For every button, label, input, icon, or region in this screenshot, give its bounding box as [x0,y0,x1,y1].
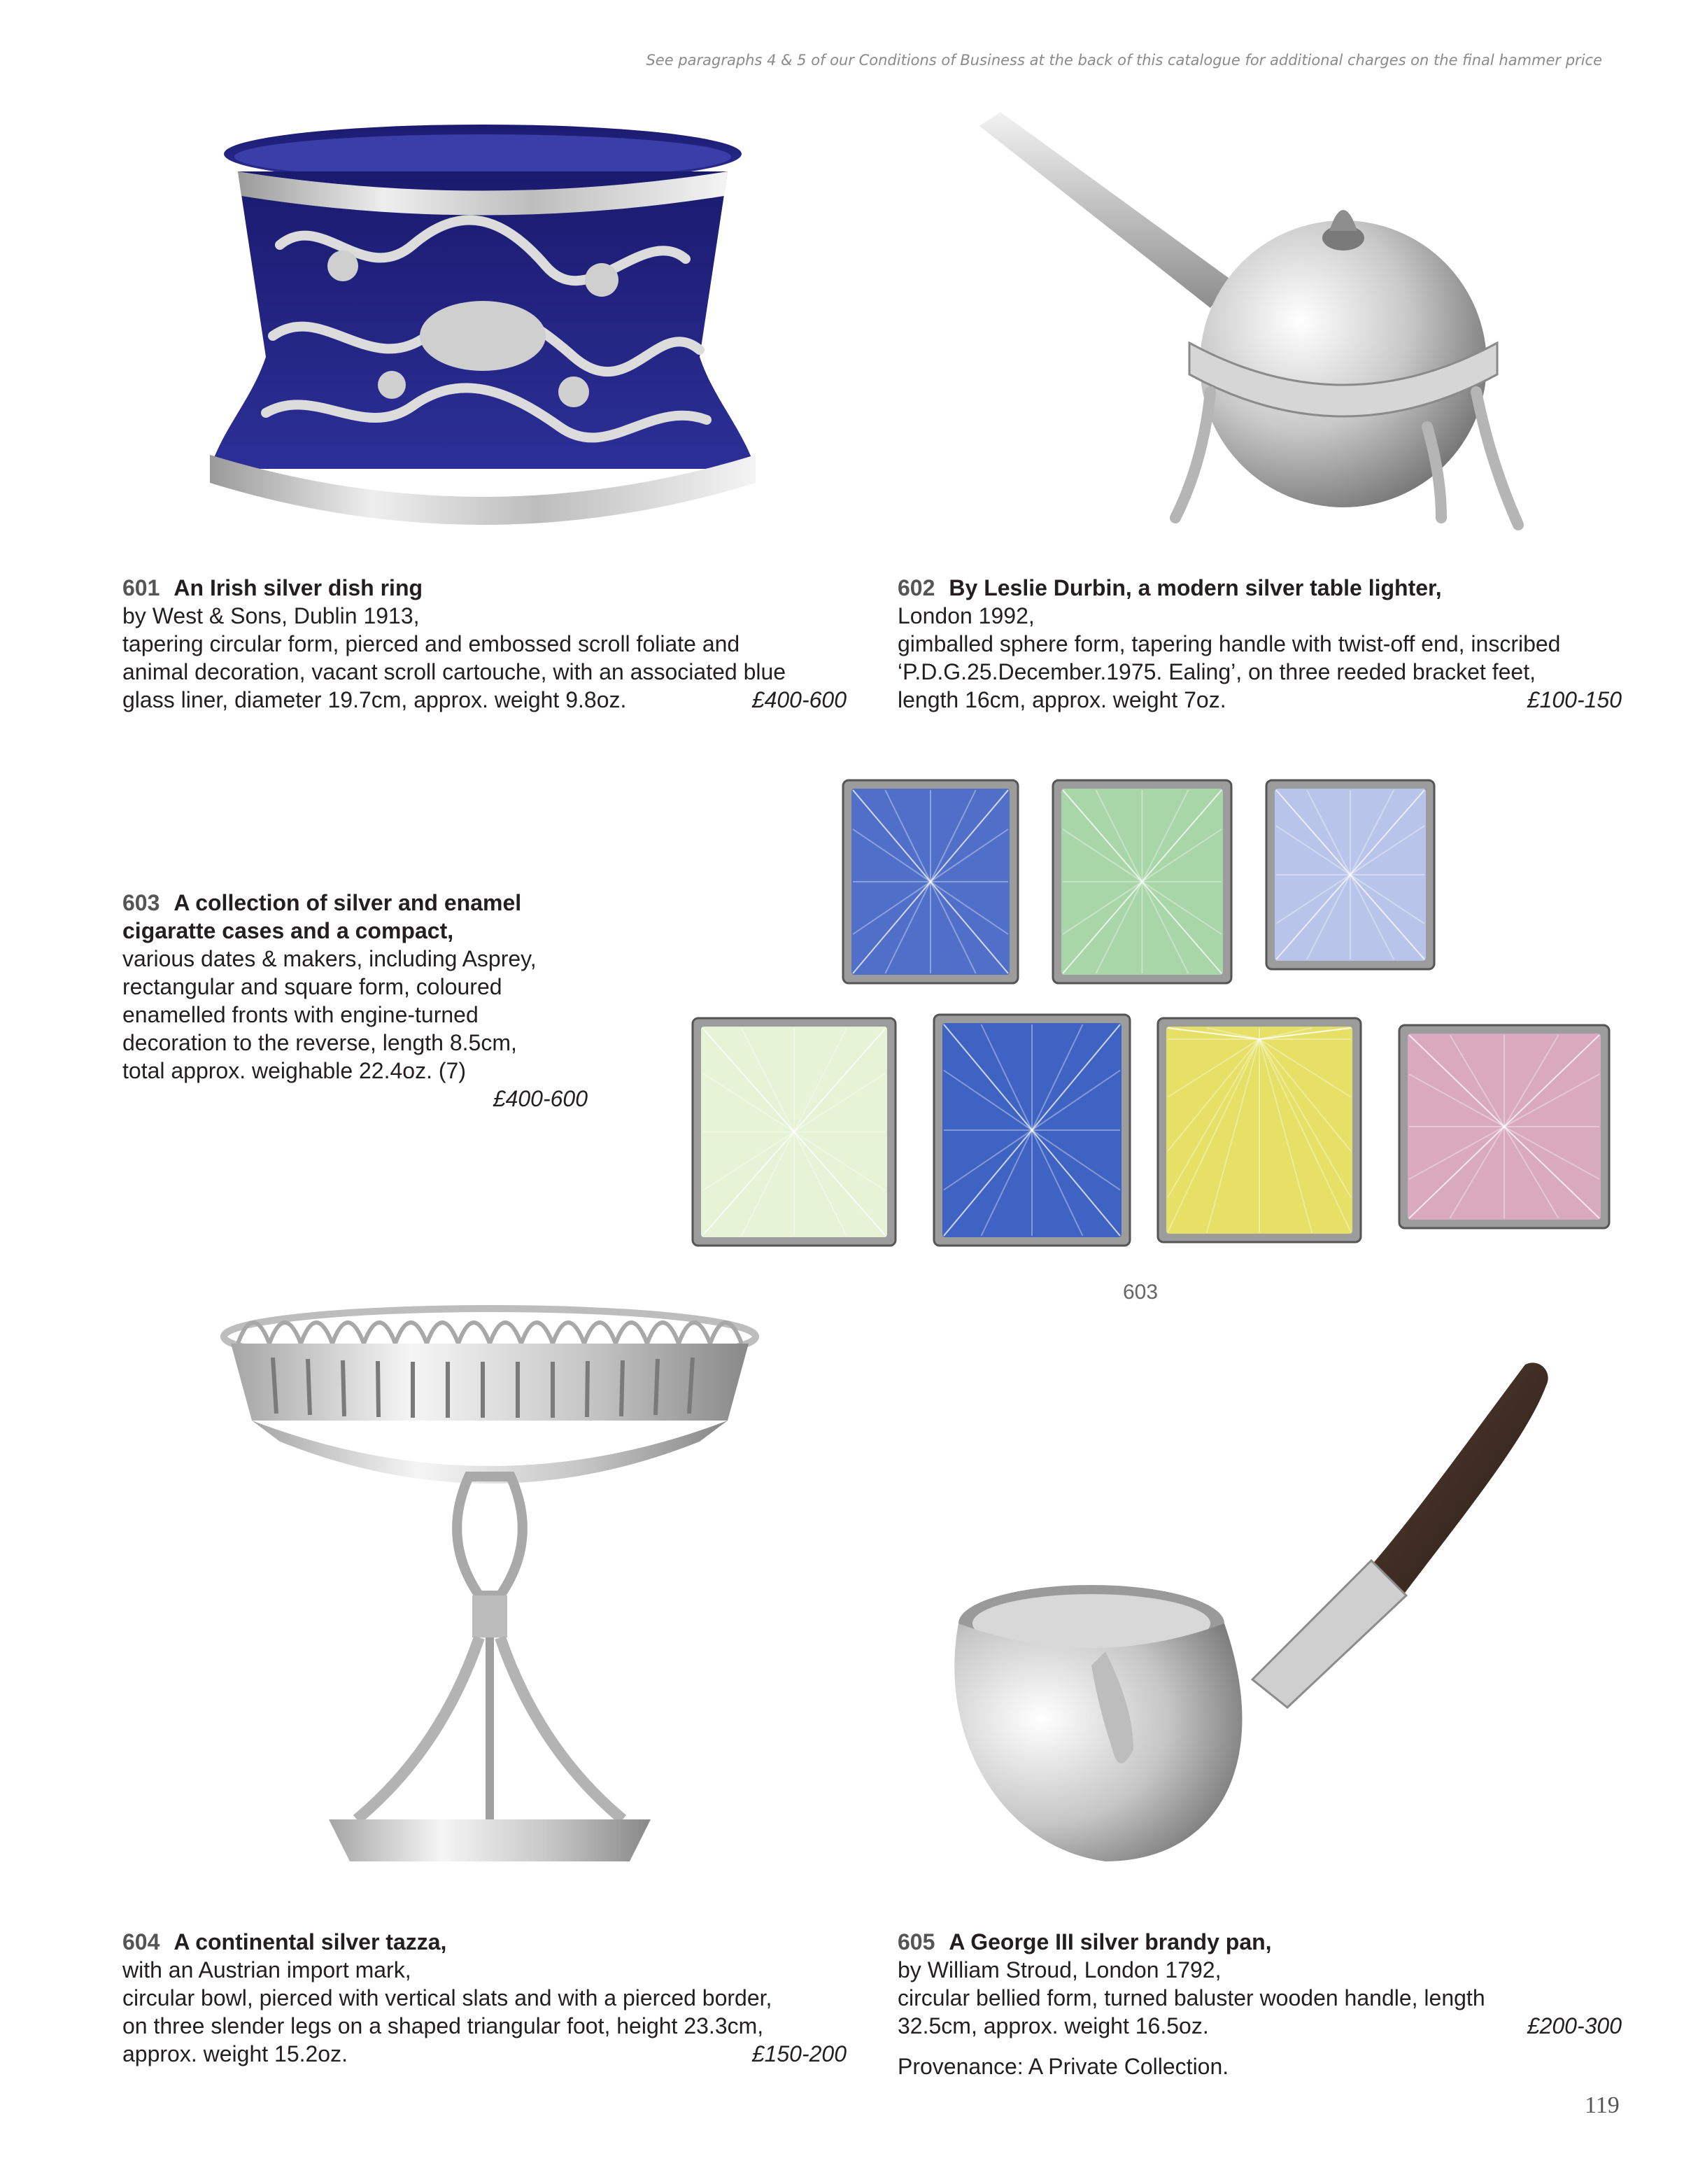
table-lighter-illustration [938,98,1539,553]
lot-line: on three slender legs on a shaped triangular foot, height 23.3cm, [122,2013,764,2038]
lot-number: 603 [122,890,160,915]
lot-line: total approx. weighable 22.4oz. (7) [122,1058,466,1083]
conditions-note: See paragraphs 4 & 5 of our Conditions of Business at the back of this catalogue for additional charges on the final hammer price [646,52,1602,69]
lot-number: 602 [898,575,935,600]
lot-line: by William Stroud, London 1792, [898,1957,1222,1982]
rim-arch [395,1323,427,1344]
lot-line: with an Austrian import mark, [122,1957,411,1982]
lot-line: rectangular and square form, coloured [122,974,502,999]
enamel-case [1053,780,1231,983]
cigarette-cases-illustration [672,763,1630,1274]
lot-estimate: £150-200 [751,2041,847,2066]
lot-line: circular bowl, pierced with vertical slats and with a pierced border, [122,1985,772,2010]
lot-line: ‘P.D.G.25.December.1975. Ealing’, on three reeded bracket feet, [898,659,1536,684]
lot-number: 604 [122,1929,160,1954]
enamel-case [693,1018,896,1246]
enamel-case [843,780,1018,983]
brandy-pan-illustration [924,1344,1595,1889]
lot-line: circular bellied form, turned baluster wooden handle, length [898,1985,1485,2010]
lot-provenance: Provenance: A Private Collection. [898,2054,1229,2079]
lot-estimate: £400-600 [751,687,847,712]
rim-arch [490,1323,521,1344]
lot-title: A George III silver brandy pan, [949,1929,1272,1954]
lot-line: glass liner, diameter 19.7cm, approx. weight 9.8oz. [122,687,627,712]
lot-line: length 16cm, approx. weight 7oz. [898,687,1226,712]
lot-line: 32.5cm, approx. weight 16.5oz. [898,2013,1209,2038]
rim-arch [364,1323,395,1344]
rim-arch [301,1323,332,1344]
lot-603-photo [672,763,1630,1274]
rim-arch [332,1323,364,1344]
lot-line: various dates & makers, including Asprey, [122,946,537,971]
rim-arch [521,1323,553,1344]
tazza-illustration [210,1302,770,1889]
lot-604-photo [210,1302,770,1889]
lot-601-description [122,574,847,714]
enamel-case [1266,780,1434,969]
lot-title: A continental silver tazza, [174,1929,447,1954]
dish-ring-illustration [182,105,784,553]
rim-arch [269,1323,301,1344]
lot-estimate: £100-150 [1527,687,1622,712]
lot-line: decoration to the reverse, length 8.5cm, [122,1030,517,1055]
rim-arch [427,1323,458,1344]
lot-603-caption: 603 [1122,1281,1159,1304]
lot-title: A collection of silver and enamel [174,890,522,915]
lot-estimate: £400-600 [493,1086,588,1111]
lot-601-photo [182,105,784,553]
enamel-case [1158,1018,1361,1242]
lot-title: cigaratte cases and a compact, [122,918,454,943]
rim-arch [553,1323,584,1344]
lot-number: 605 [898,1929,935,1954]
lot-604-description [122,1928,847,2068]
lot-line: animal decoration, vacant scroll cartouche, with an associated blue [122,659,786,684]
lot-title: By Leslie Durbin, a modern silver table lighter, [949,575,1442,600]
rim-arch [458,1323,490,1344]
lot-602-description [898,574,1622,714]
lot-title: An Irish silver dish ring [174,575,423,600]
lot-603-description [122,889,588,1113]
enamel-case [934,1015,1130,1246]
lot-line: London 1992, [898,603,1035,628]
enamel-case [1399,1025,1609,1228]
lot-line: gimballed sphere form, tapering handle with twist-off end, inscribed [898,631,1561,656]
lot-line: enamelled fronts with engine-turned [122,1002,479,1027]
rim-arch [679,1323,710,1344]
lot-estimate: £200-300 [1527,2013,1622,2038]
lot-number: 601 [122,575,160,600]
lot-line: approx. weight 15.2oz. [122,2041,348,2066]
rim-arch [616,1323,647,1344]
rim-arch [584,1323,616,1344]
lot-605-photo [924,1344,1595,1889]
lot-line: tapering circular form, pierced and embossed scroll foliate and [122,631,740,656]
page-number: 119 [1585,2092,1620,2118]
lot-605-description [898,1928,1622,2080]
lot-602-photo [938,98,1539,553]
lot-line: by West & Sons, Dublin 1913, [122,603,420,628]
rim-arch [647,1323,679,1344]
